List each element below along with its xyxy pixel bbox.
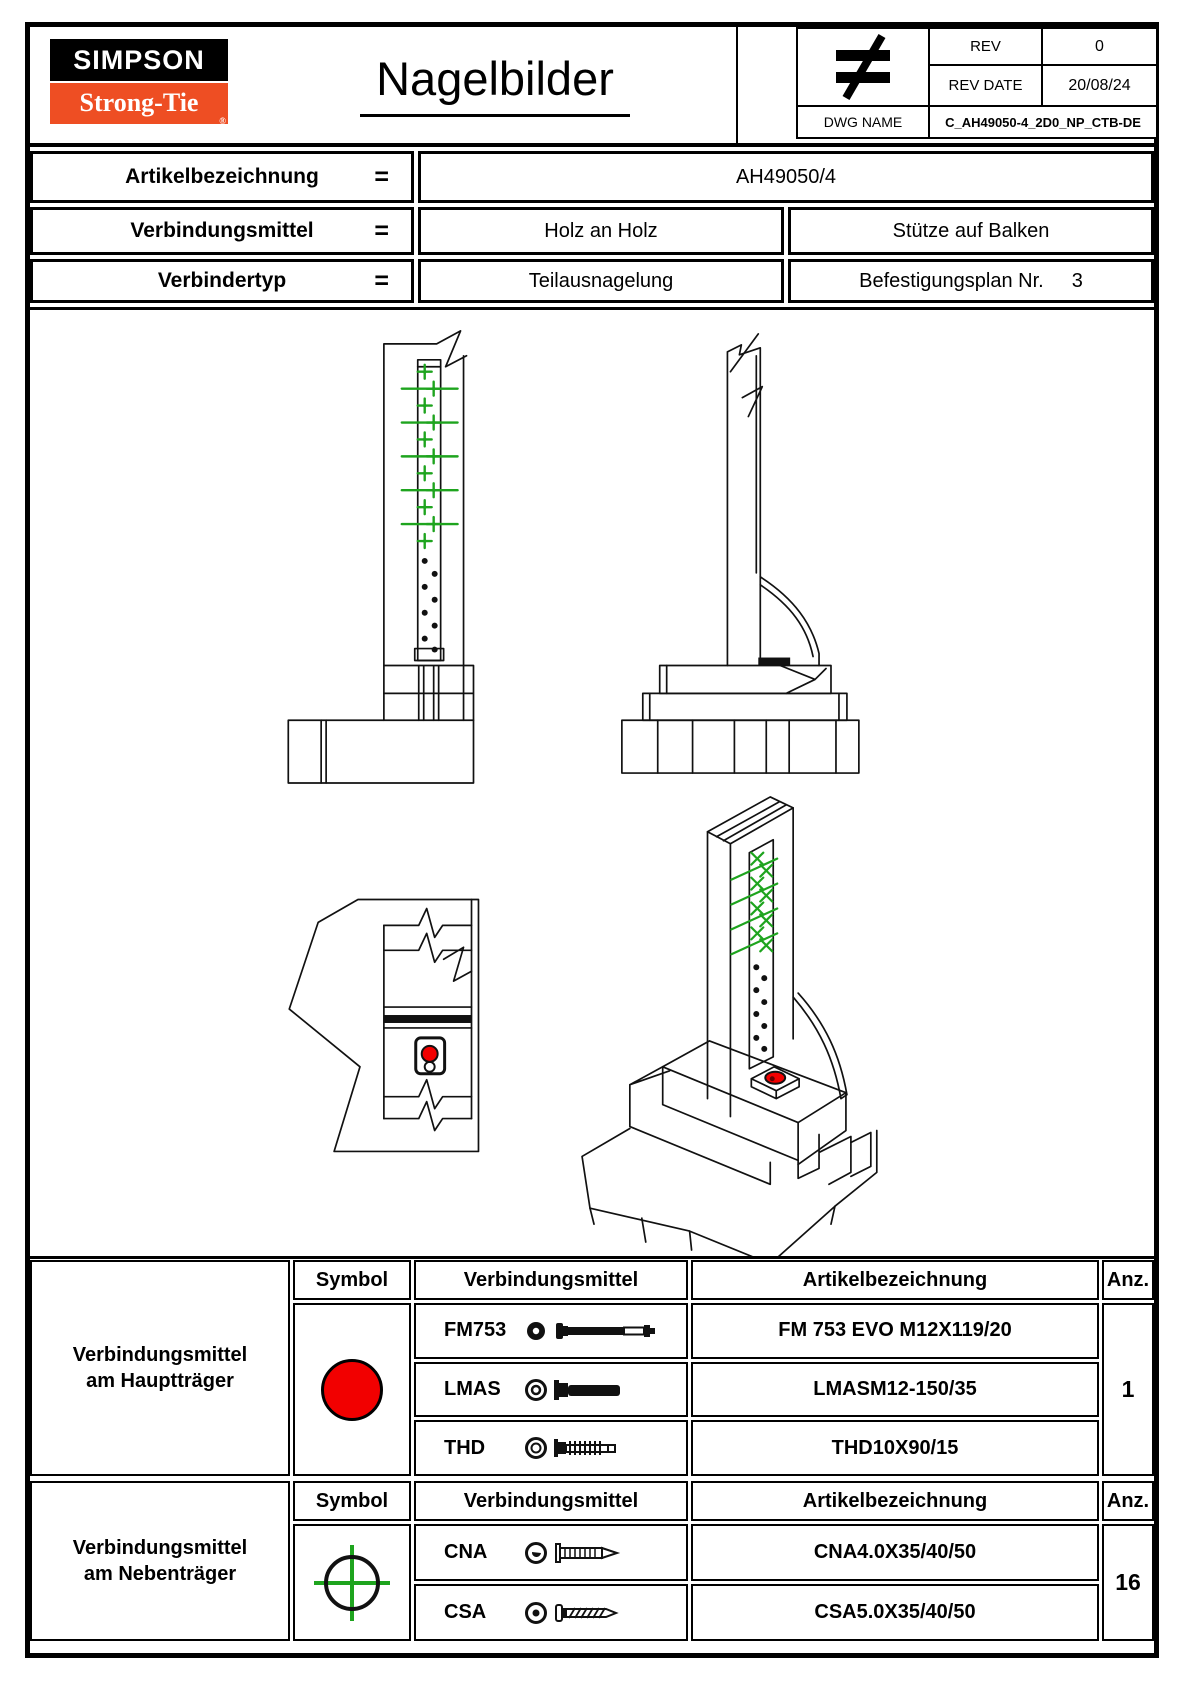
registered-mark: ® (219, 116, 226, 126)
fastener-value-1: Holz an Holz (418, 207, 784, 255)
isometric-view-drawing (582, 797, 877, 1256)
fastener-code-cell (414, 1584, 688, 1641)
article-cell: FM 753 EVO M12X119/20 (691, 1303, 1099, 1359)
fastener-code: CSA (444, 1601, 487, 1623)
bolt-fm753-icon (522, 1314, 672, 1348)
connector-label-cell (30, 259, 414, 303)
main-qty-cell: 1 (1102, 1303, 1154, 1476)
table-row (414, 1303, 1099, 1359)
page-title: Nagelbilder (360, 51, 630, 117)
main-symbol-cell (293, 1303, 411, 1476)
main-fastener-marker (422, 1046, 438, 1062)
red-circle-symbol (321, 1359, 383, 1421)
fastener-code: FM753 (444, 1319, 507, 1342)
info-row-fastener (30, 207, 1154, 255)
article-cell: THD10X90/15 (691, 1420, 1099, 1476)
rev-date-value: 20/08/24 (1041, 64, 1158, 107)
secondary-table-group-label (30, 1481, 290, 1641)
dwg-name-label: DWG NAME (796, 105, 930, 139)
article-label-cell (30, 151, 414, 203)
col-article: Artikelbezeichnung (691, 1260, 1099, 1300)
connector-label: Verbindertyp (157, 269, 287, 292)
page-title-wrap (285, 51, 705, 117)
fastener-code: CNA (444, 1541, 488, 1563)
col-qty: Anz. (1102, 1260, 1154, 1300)
article-cell: LMASM12-150/35 (691, 1362, 1099, 1418)
group-label-line1: Verbindungsmittel (72, 1537, 248, 1559)
rev-date-label: REV DATE (928, 64, 1043, 107)
technical-drawing-area (30, 307, 1154, 1259)
fastener-code-cell (414, 1303, 688, 1359)
article-cell: CSA5.0X35/40/50 (691, 1584, 1099, 1641)
article-cell: CNA4.0X35/40/50 (691, 1524, 1099, 1581)
fastener-code-cell (414, 1362, 688, 1418)
fastener-value-2: Stütze auf Balken (788, 207, 1154, 255)
secondary-fastener-table (30, 1481, 1154, 1641)
article-value: AH49050/4 (418, 151, 1154, 203)
fastener-label: Verbindungsmittel (130, 219, 314, 242)
col-fastener: Verbindungsmittel (414, 1260, 688, 1300)
side-view-drawing (622, 334, 859, 773)
revision-table (796, 27, 1158, 139)
group-label-line2: am Nebenträger (83, 1563, 237, 1585)
article-label: Artikelbezeichnung (125, 165, 319, 188)
secondary-table-header (293, 1481, 1154, 1521)
logo-strongtie-label: Strong-Tie (79, 88, 199, 117)
green-crosshair-symbol (312, 1543, 392, 1623)
simpson-strongtie-logo (50, 39, 228, 124)
col-qty: Anz. (1102, 1481, 1154, 1521)
main-table-header (293, 1260, 1154, 1300)
fastener-code-cell (414, 1524, 688, 1581)
info-row-article (30, 151, 1154, 203)
table-row (414, 1524, 1099, 1581)
connector-value-2 (788, 259, 1154, 303)
equals-sign: = (374, 266, 389, 295)
equals-sign: = (374, 162, 389, 191)
rev-label: REV (928, 27, 1043, 66)
equals-sign: = (374, 216, 389, 245)
fastener-label-cell (30, 207, 414, 255)
logo-simpson-text: SIMPSON (50, 39, 228, 81)
fixing-plan-label: Befestigungsplan Nr. (859, 269, 1044, 292)
dwg-name-value: C_AH49050-4_2D0_NP_CTB-DE (928, 105, 1158, 139)
sheet-frame (25, 22, 1159, 1658)
info-row-connector (30, 259, 1154, 303)
screw-csa-icon (522, 1596, 672, 1630)
col-fastener: Verbindungsmittel (414, 1481, 688, 1521)
col-symbol: Symbol (293, 1260, 411, 1300)
table-row (414, 1420, 1099, 1476)
fixing-plan-number: 3 (1071, 269, 1083, 292)
fastener-code: LMAS (444, 1378, 501, 1400)
fastener-code-cell (414, 1420, 688, 1476)
col-symbol: Symbol (293, 1481, 411, 1521)
screw-thd-icon (522, 1431, 672, 1465)
technical-drawing (30, 310, 1154, 1256)
not-equal-icon (796, 27, 930, 107)
main-fastener-marker-iso (765, 1072, 785, 1084)
sheet-header (30, 27, 1154, 147)
group-label-line2: am Hauptträger (86, 1370, 234, 1392)
col-article: Artikelbezeichnung (691, 1481, 1099, 1521)
main-table-group-label (30, 1260, 290, 1476)
header-divider (736, 27, 738, 143)
front-view-drawing (288, 331, 473, 783)
group-label-line1: Verbindungsmittel (72, 1344, 248, 1366)
secondary-symbol-cell (293, 1524, 411, 1641)
fastener-code: THD (444, 1436, 486, 1459)
nail-cna-icon (522, 1536, 672, 1570)
secondary-qty-cell: 16 (1102, 1524, 1154, 1641)
connector-value-1: Teilausnagelung (418, 259, 784, 303)
rev-value: 0 (1041, 27, 1158, 66)
table-row (414, 1584, 1099, 1641)
table-row (414, 1362, 1099, 1418)
logo-strongtie-text (50, 83, 228, 124)
detail-view-drawing (289, 900, 478, 1152)
main-fastener-table (30, 1260, 1154, 1476)
bolt-lmas-icon (522, 1373, 672, 1407)
